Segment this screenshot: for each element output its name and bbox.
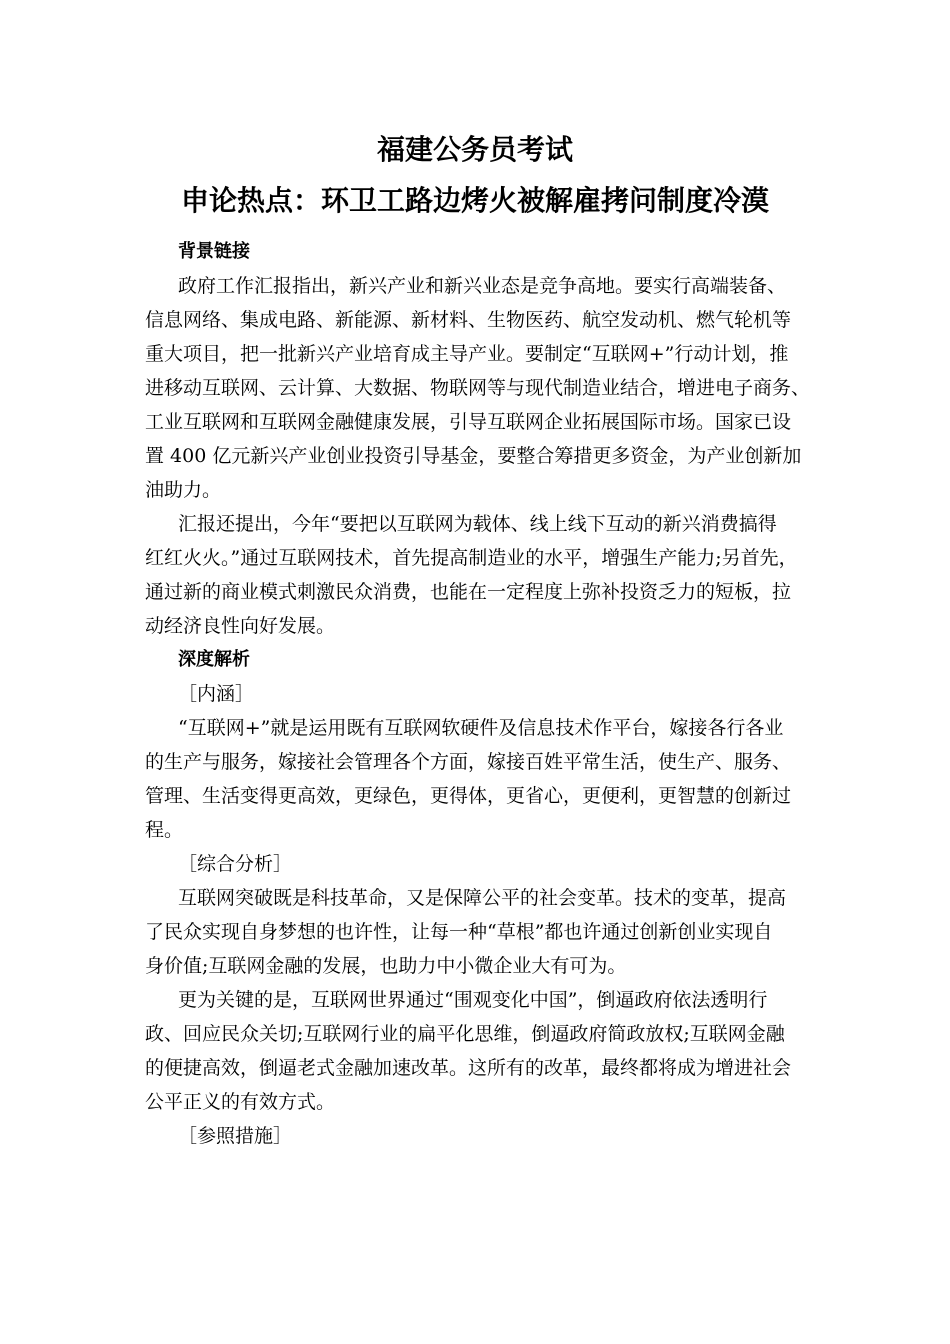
text-line: 的便捷高效，倒逼老式金融加速改革。这所有的改革，最终都将成为增进社会 <box>145 1057 792 1079</box>
paragraph-background-2 <box>145 507 835 643</box>
text-line: 的生产与服务，嫁接社会管理各个方面，嫁接百姓平常生活，使生产、服务、 <box>145 751 792 773</box>
text-line: 进移动互联网、云计算、大数据、物联网等与现代制造业结合，增进电子商务、 <box>145 377 811 399</box>
text-line: 程。 <box>145 819 184 841</box>
document-subtitle: 申论热点：环卫工路边烤火被解雇拷问制度冷漠 <box>180 184 769 217</box>
text-line: 通过新的商业模式刺激民众消费，也能在一定程度上弥补投资乏力的短板，拉 <box>145 581 792 603</box>
document-title: 福建公务员考试 <box>376 133 573 166</box>
text-line: 互联网突破既是科技革命，又是保障公平的社会变革。技术的变革，提高 <box>178 887 787 909</box>
text-line: 政府工作汇报指出，新兴产业和新兴业态是竞争高地。要实行高端装备、 <box>178 275 787 297</box>
text-line: 油助力。 <box>145 479 222 501</box>
document-body <box>145 235 835 1153</box>
text-line: 工业互联网和互联网金融健康发展，引导互联网企业拓展国际市场。国家已设 <box>145 411 792 433</box>
text-line: 更为关键的是，互联网世界通过“围观变化中国”，倒逼政府依法透明行 <box>178 989 768 1011</box>
paragraph-connotation <box>145 711 835 847</box>
text-line: 身价值;互联网金融的发展，也助力中小微企业大有可为。 <box>145 955 627 977</box>
text-line: 动经济良性向好发展。 <box>145 615 336 637</box>
paragraph-background-1 <box>145 269 835 507</box>
text-line: “互联网+”就是运用既有互联网软硬件及信息技术作平台，嫁接各行各业 <box>178 717 784 739</box>
text-line: 了民众实现自身梦想的也许性，让每一种“草根”都也许通过创新创业实现自 <box>145 921 773 943</box>
text-line: 公平正义的有效方式。 <box>145 1091 336 1113</box>
paragraph-comprehensive-2 <box>145 983 835 1119</box>
subsection-label-reference: ［参照措施］ <box>178 1125 293 1147</box>
subsection-label-connotation: ［内涵］ <box>178 683 255 705</box>
paragraph-comprehensive-1 <box>145 881 835 983</box>
section-heading-background: 背景链接 <box>178 241 250 262</box>
text-line: 管理、生活变得更高效，更绿色，更得体，更省心，更便利，更智慧的创新过 <box>145 785 792 807</box>
text-line: 置 400 亿元新兴产业创业投资引导基金，要整合筹措更多资金，为产业创新加 <box>145 445 802 467</box>
section-heading-analysis: 深度解析 <box>178 649 250 670</box>
text-line: 汇报还提出，今年“要把以互联网为载体、线上线下互动的新兴消费搞得 <box>178 513 777 535</box>
text-line: 信息网络、集成电路、新能源、新材料、生物医药、航空发动机、燃气轮机等 <box>145 309 792 331</box>
text-line: 政、回应民众关切;互联网行业的扁平化思维，倒逼政府简政放权;互联网金融 <box>145 1023 785 1045</box>
subsection-label-comprehensive: ［综合分析］ <box>178 853 293 875</box>
text-line: 重大项目，把一批新兴产业培育成主导产业。要制定“互联网+”行动计划，推 <box>145 343 789 365</box>
text-line: 红红火火。”通过互联网技术，首先提高制造业的水平，增强生产能力;另首先， <box>145 547 798 569</box>
